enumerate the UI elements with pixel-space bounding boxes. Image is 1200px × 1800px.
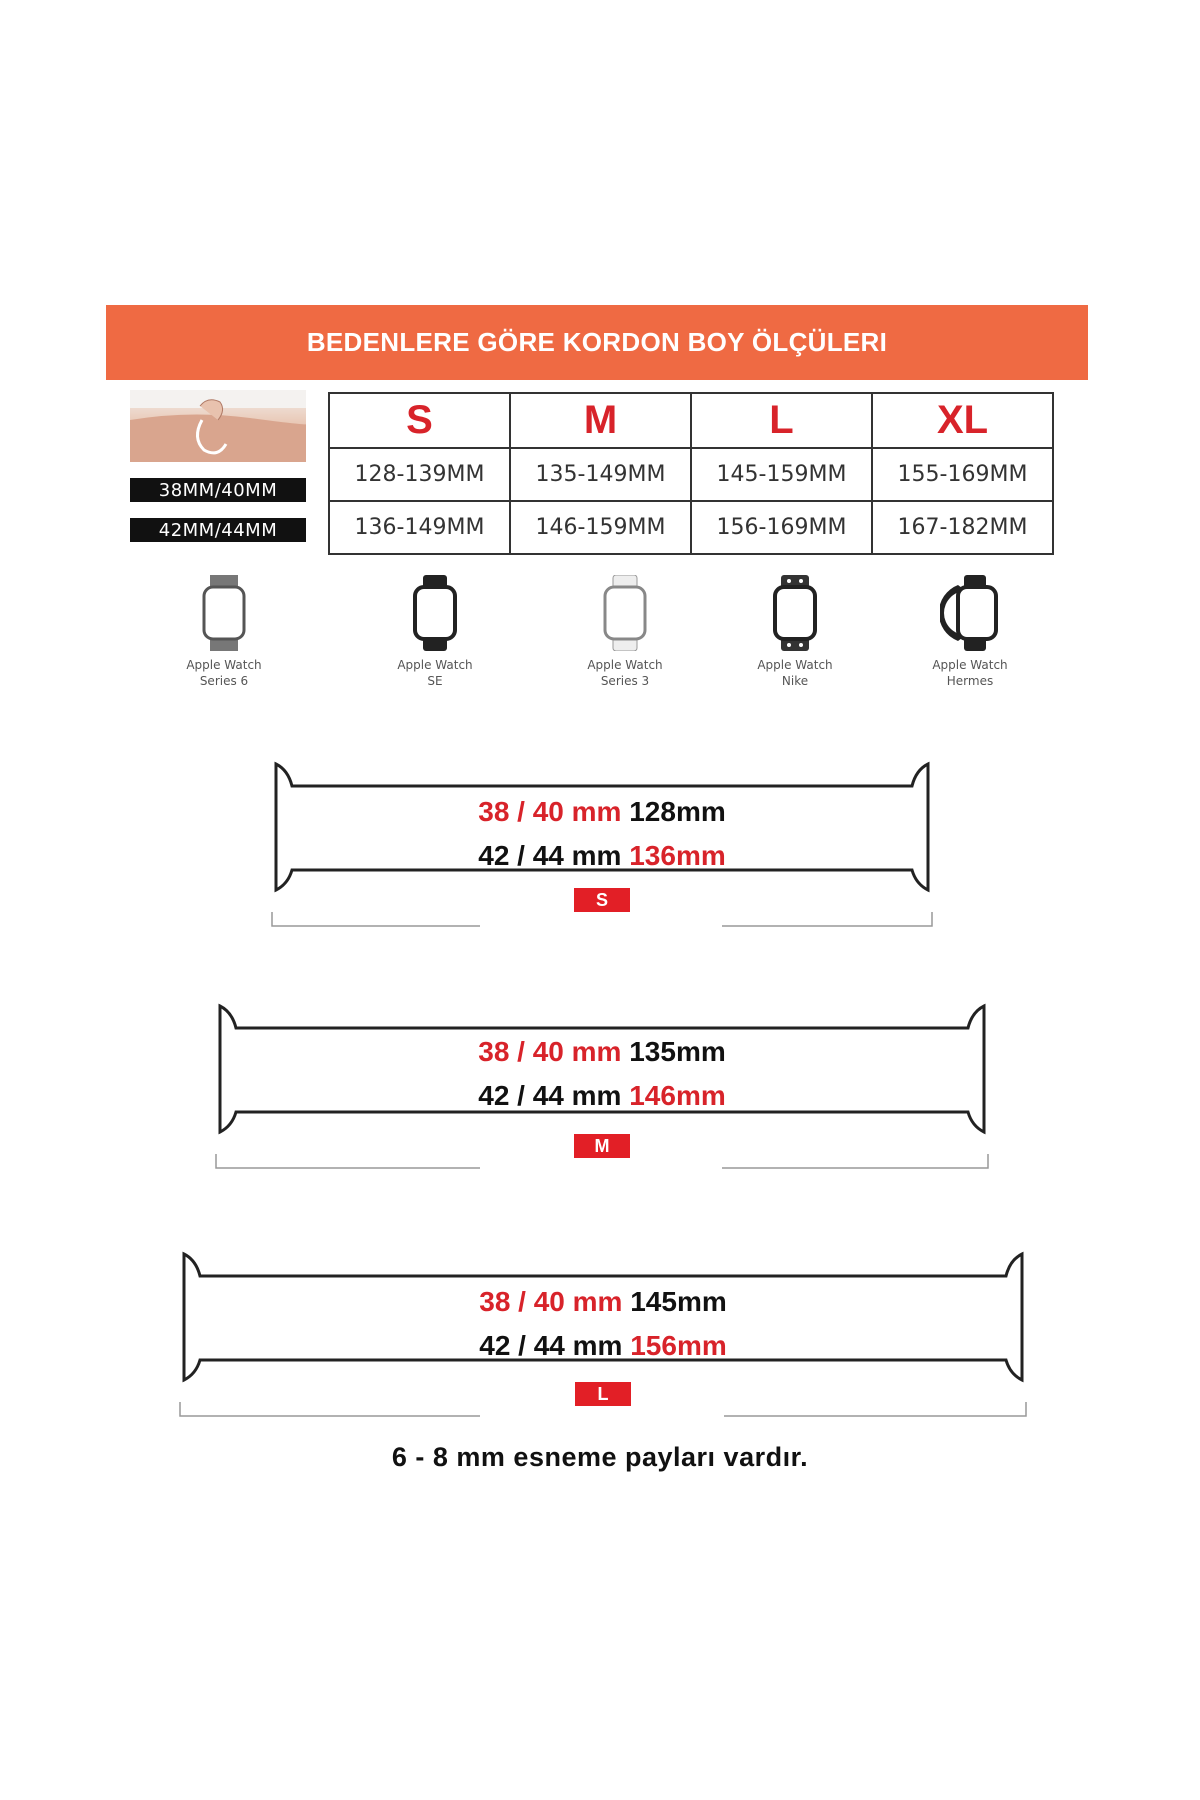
band-small-case-line bbox=[270, 796, 934, 828]
small-case-label: 38 / 40 mm bbox=[479, 1286, 623, 1317]
small-case-length: 135mm bbox=[629, 1036, 726, 1067]
band-size-l bbox=[178, 1250, 1028, 1422]
watch-model-line1: Apple Watch bbox=[932, 658, 1008, 672]
size-chart-banner bbox=[106, 305, 1088, 380]
header-s: S bbox=[329, 393, 510, 448]
table-cell: 136-149MM bbox=[329, 501, 510, 554]
table-cell: 156-169MM bbox=[691, 501, 872, 554]
table-cell: 128-139MM bbox=[329, 448, 510, 501]
watch-hermes-icon bbox=[940, 575, 1000, 651]
small-case-length: 145mm bbox=[630, 1286, 727, 1317]
watch-model-line1: Apple Watch bbox=[397, 658, 473, 672]
band-small-case-line bbox=[178, 1286, 1028, 1318]
watch-series-3 bbox=[565, 575, 685, 689]
watch-model-line2: SE bbox=[427, 674, 443, 688]
band-large-case-line bbox=[178, 1330, 1028, 1362]
stretch-note: 6 - 8 mm esneme payları vardır. bbox=[391, 1442, 809, 1472]
table-cell: 145-159MM bbox=[691, 448, 872, 501]
watch-model-line2: Nike bbox=[781, 674, 809, 688]
table-row bbox=[329, 501, 1053, 554]
watch-model-line2: Hermes bbox=[946, 674, 994, 688]
case-size-tag-large: 42MM/44MM bbox=[130, 518, 306, 542]
large-case-label: 42 / 44 mm bbox=[478, 1080, 622, 1111]
table-cell: 146-159MM bbox=[510, 501, 691, 554]
watch-se-icon bbox=[405, 575, 465, 651]
band-size-label: S bbox=[574, 888, 630, 912]
watch-model-line2: Series 3 bbox=[600, 674, 650, 688]
wrist-measure-photo bbox=[130, 390, 306, 462]
size-table-header bbox=[329, 393, 1053, 448]
small-case-label: 38 / 40 mm bbox=[478, 796, 622, 827]
header-l: L bbox=[691, 393, 872, 448]
large-case-length: 156mm bbox=[630, 1330, 727, 1361]
large-case-length: 146mm bbox=[629, 1080, 726, 1111]
case-size-tag-small: 38MM/40MM bbox=[130, 478, 306, 502]
large-case-length: 136mm bbox=[629, 840, 726, 871]
band-small-case-line bbox=[214, 1036, 990, 1068]
size-table bbox=[328, 392, 1054, 555]
band-size-label: M bbox=[574, 1134, 630, 1158]
watch-model-line1: Apple Watch bbox=[757, 658, 833, 672]
watch-model-line1: Apple Watch bbox=[186, 658, 262, 672]
small-case-label: 38 / 40 mm bbox=[478, 1036, 622, 1067]
large-case-label: 42 / 44 mm bbox=[479, 1330, 623, 1361]
band-size-m bbox=[214, 1002, 990, 1172]
table-cell: 155-169MM bbox=[872, 448, 1053, 501]
band-size-label: L bbox=[575, 1382, 631, 1406]
table-cell: 135-149MM bbox=[510, 448, 691, 501]
watch-series-3-icon bbox=[595, 575, 655, 651]
small-case-length: 128mm bbox=[629, 796, 726, 827]
header-m: M bbox=[510, 393, 691, 448]
banner-title: BEDENLERE GÖRE KORDON BOY ÖLÇÜLERI bbox=[306, 327, 888, 357]
table-row bbox=[329, 448, 1053, 501]
watch-se bbox=[375, 575, 495, 689]
watch-series-6 bbox=[164, 575, 284, 689]
table-cell: 167-182MM bbox=[872, 501, 1053, 554]
band-size-s bbox=[270, 760, 934, 930]
watch-nike-icon bbox=[765, 575, 825, 651]
watch-series-6-icon bbox=[194, 575, 254, 651]
band-large-case-line bbox=[270, 840, 934, 872]
band-large-case-line bbox=[214, 1080, 990, 1112]
watch-nike bbox=[735, 575, 855, 689]
header-xl: XL bbox=[872, 393, 1053, 448]
large-case-label: 42 / 44 mm bbox=[478, 840, 622, 871]
wrist-measure-icon bbox=[130, 390, 306, 462]
watch-model-line1: Apple Watch bbox=[587, 658, 663, 672]
watch-hermes bbox=[910, 575, 1030, 689]
watch-model-line2: Series 6 bbox=[199, 674, 249, 688]
